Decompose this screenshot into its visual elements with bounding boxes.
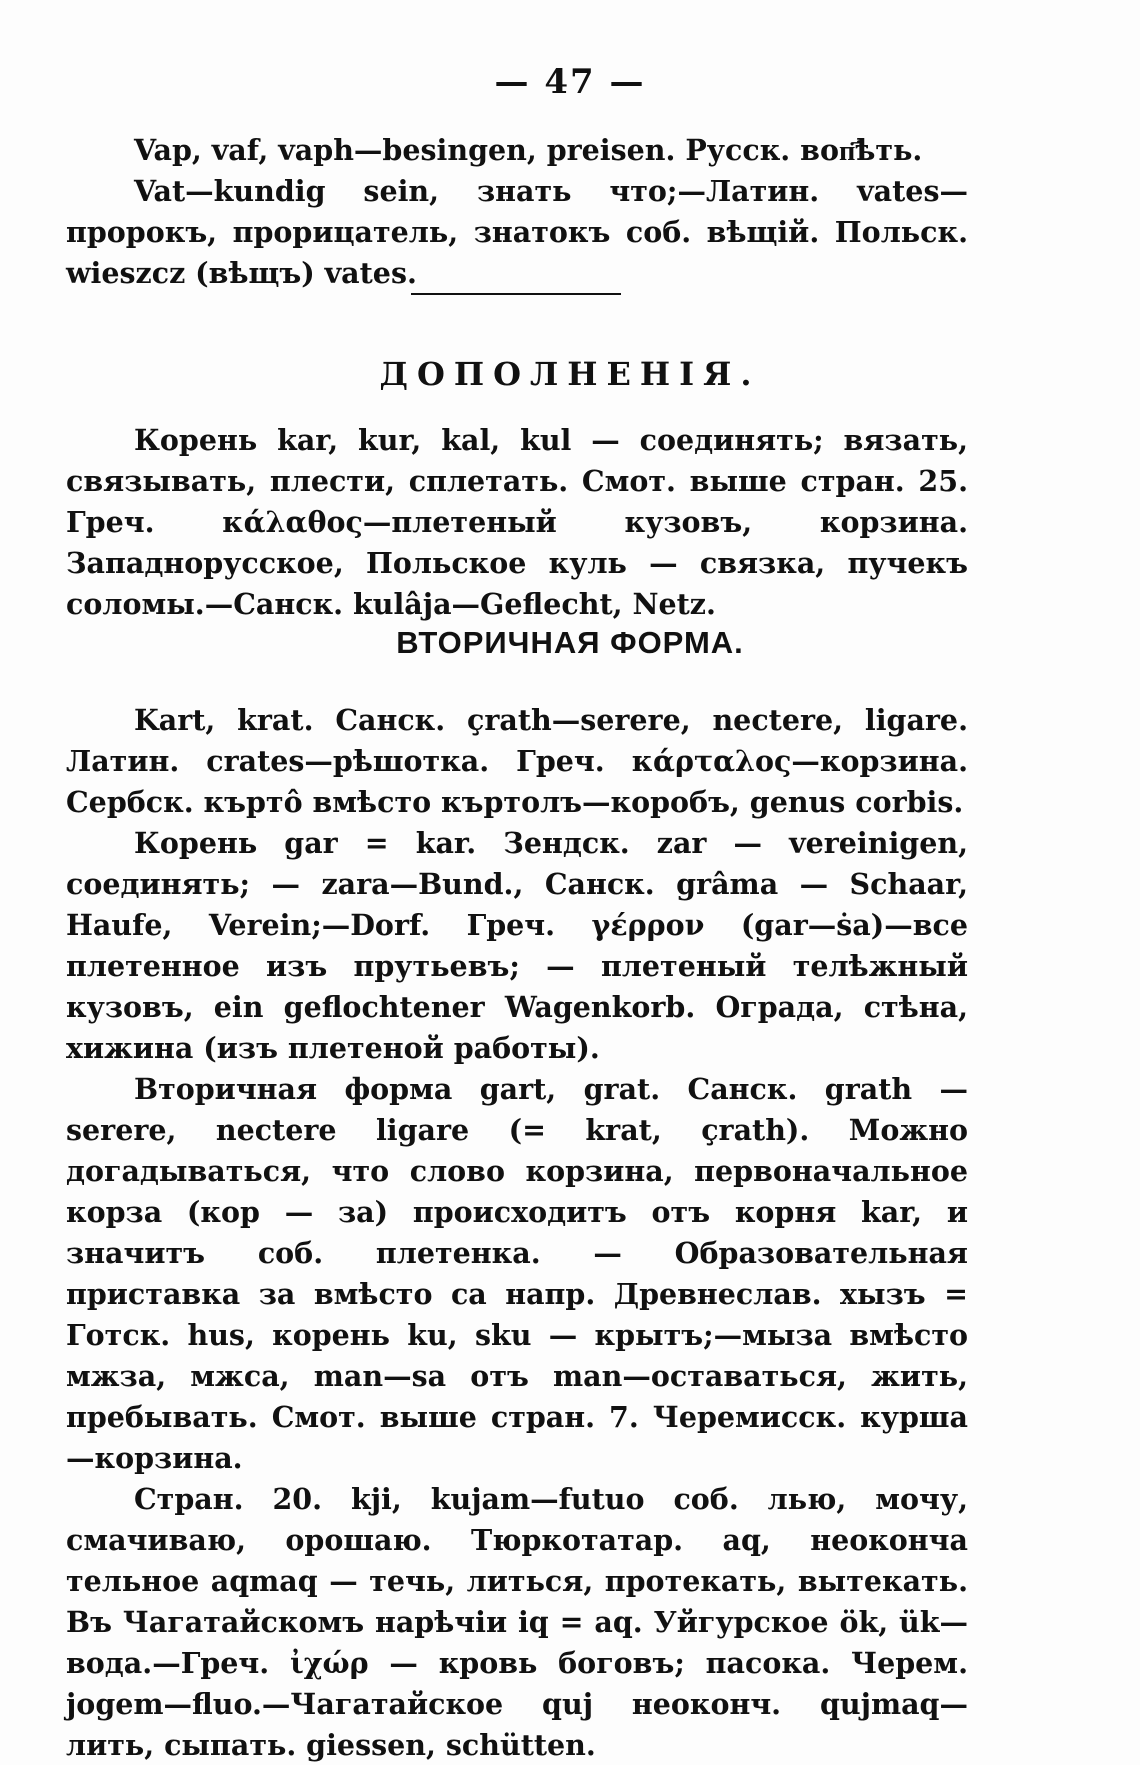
entry-vap: Vap, vaf, vaph—besingen, preisen. Русск. воп҃ѣть. (134, 133, 923, 167)
kart-krat-paragraph: Kart, krat. Санск. çrath—serere, nectere, ligare. Латин. crates—рѣшотка. Греч. κάρταλος—корзина. Сербск. кърто̂ вмѣсто къртолъ—коробъ, genus corbis. (66, 703, 968, 819)
secondary-form-block (66, 700, 968, 1766)
secondary-form-heading: ВТОРИЧНАЯ ФОРМА. (396, 625, 744, 660)
supplements-block (66, 420, 968, 625)
gart-grat-paragraph: Вторичная форма gart, grat. Санск. grath — serere, nectere ligare (= krat, çrath). Можно догадываться, что слово корзина, первоначальное корза (кор — за) происходитъ отъ корня kar, и значитъ соб. плетенка. — Образовательная приставка за вмѣсто са напр. Древнеслав. хызъ = Готск. hus, корень ku, sku — крытъ;—мыза вмѣсто мжза, мжса, man—sa отъ man—оставаться, жить, пребывать. Смот. выше стран. 7. Черемисск. курша—корзина. (66, 1072, 968, 1475)
root-kar-paragraph: Корень kar, kur, kal, kul — соединять; вязать, связывать, плести, сплетать. Смот. выше стран. 25. Греч. κάλαθος—плетеный кузовъ, корзина. Западнорусское, Польское куль — связка, пучекъ соломы.—Санск. kulâja—Geflecht, Netz. (66, 423, 968, 621)
entry-vat: Vat—kundig sein, знать что;—Латин. vates—пророкъ, прорицатель, знатокъ соб. вѣщій. Польск. wieszcz (вѣщъ) vates. (66, 174, 968, 290)
intro-block (66, 130, 968, 294)
page-20-note-paragraph: Стран. 20. kji, kujam—futuo соб. лью, мочу, смачиваю, орошаю. Тюркотатар. aq, неоконча тельное aqmaq — течь, литься, протекать, вытекать. Въ Чагатайскомъ нарѣчіи iq = aq. Уйгурское ök, ük—вода.—Греч. ἰχώρ — кровь боговъ; пасока. Черем. jogem—fluo.—Чагатайское quj неоконч. qujmaq—лить, сыпать. giessen, schütten. (66, 1482, 968, 1762)
section-divider (411, 293, 621, 295)
page-number: — 47 — (494, 62, 646, 102)
supplements-heading: ДОПОЛНЕНІЯ. (379, 355, 761, 393)
root-gar-paragraph: Корень gar = kar. Зендск. zar — vereinigen, соединять; — zara—Bund., Санск. grâma — Schaar, Haufe, Verein;—Dorf. Греч. γέρρον (gar—ṡa)—все плетенное изъ прутьевъ; — плетеный телѣжный кузовъ, ein geflochtener Wagenkorb. Ограда, стѣна, хижина (изъ плетеной работы). (66, 826, 968, 1065)
